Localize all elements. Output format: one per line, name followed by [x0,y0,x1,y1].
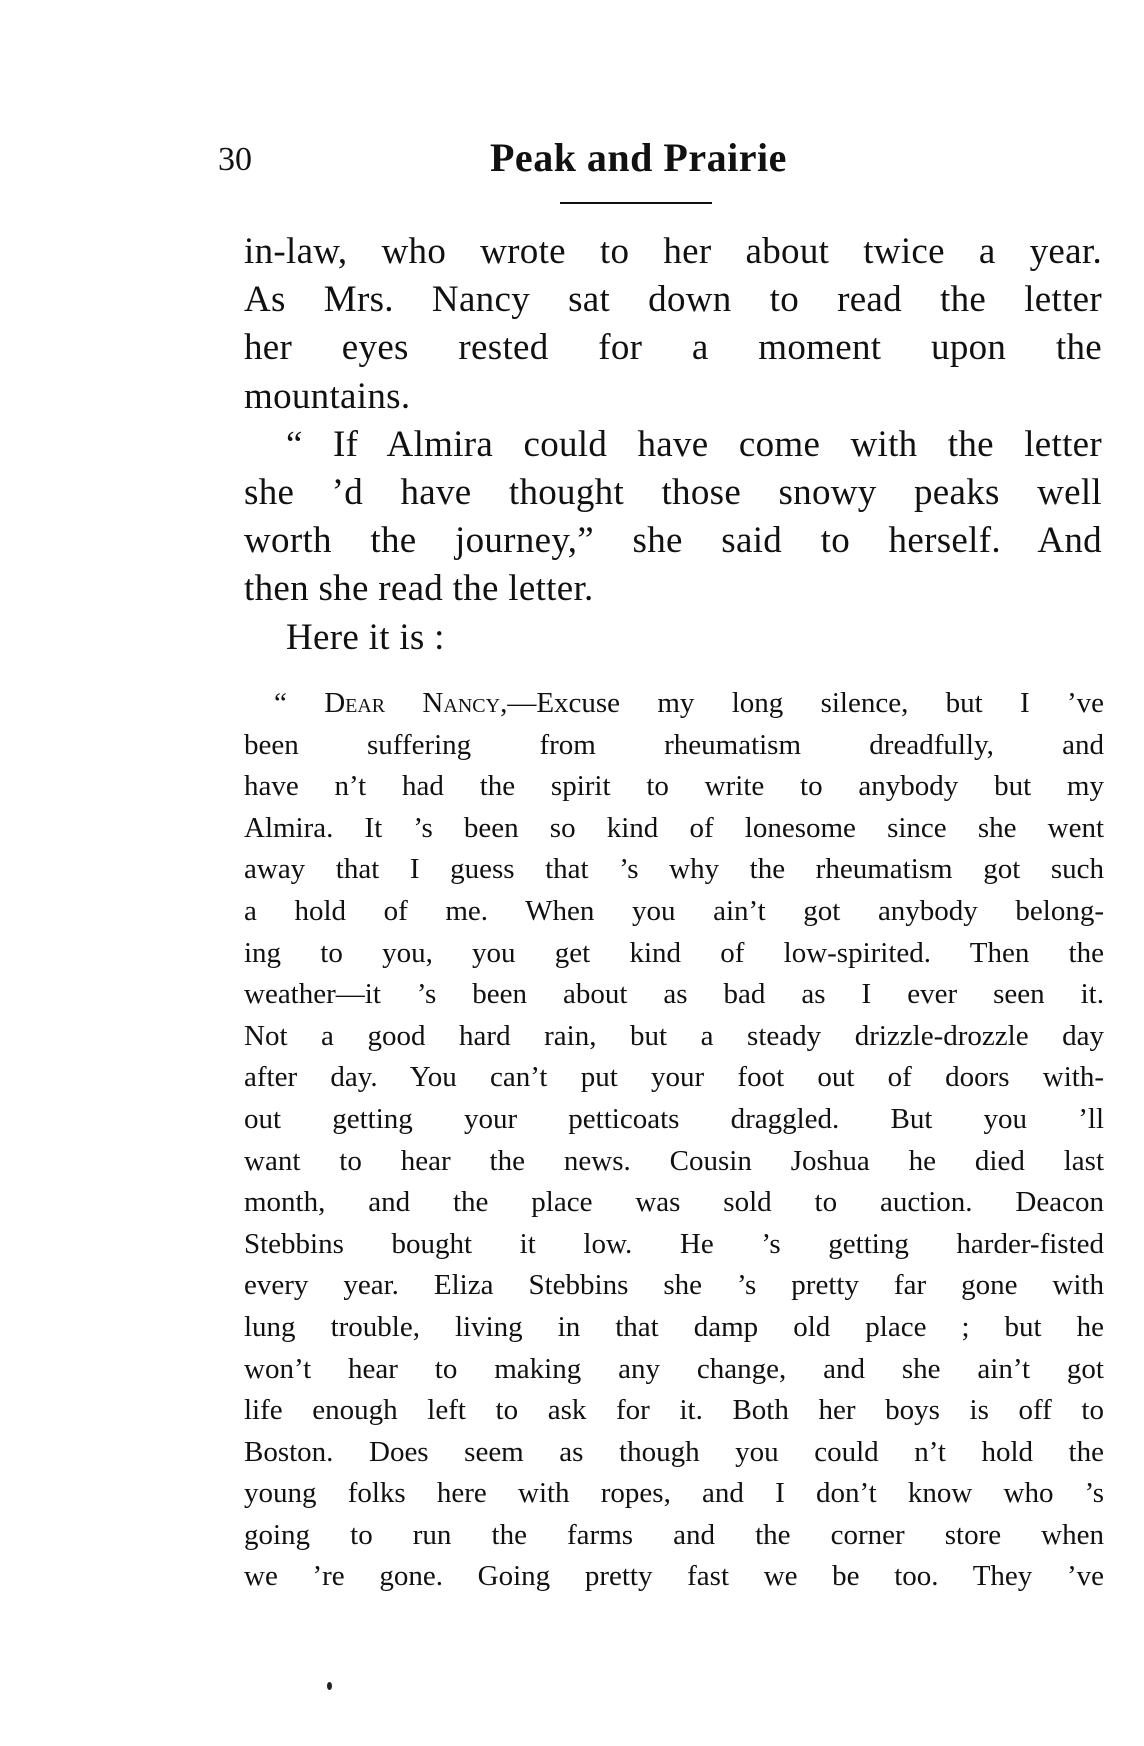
narrative-line: As Mrs. Nancy sat down to read the letter [244,279,1102,321]
letter-line: month, and the place was sold to auction. Deacon [244,1186,1104,1219]
narrative-line: worth the journey,” she said to herself. And [244,520,1102,562]
narrative-line: Here it is : [286,616,445,658]
narrative-line: mountains. [244,375,411,417]
letter-line: Not a good hard rain, but a steady drizzle-drozzle day [244,1019,1104,1052]
quoted-letter [244,683,1104,1598]
letter-line: Almira. It ’s been so kind of lonesome since she went [244,811,1104,844]
letter-line: a hold of me. When you ain’t got anybody belong- [244,894,1104,927]
letter-first-line [244,683,1104,725]
letter-first-line-text: ,—Excuse my long silence, but I ’ve [500,687,1105,719]
letter-opening-quote: “ [274,687,325,719]
narrative-line: in-law, who wrote to her about twice a year. [244,231,1102,272]
header-rule [560,202,712,204]
letter-line: weather—it ’s been about as bad as I ever seen it. [244,978,1104,1011]
letter-salutation: Dear Nancy [324,687,501,719]
letter-line: we ’re gone. Going pretty fast we be too. They ’ve [244,1560,1104,1593]
letter-line: away that I guess that ’s why the rheumatism got such [244,853,1104,886]
letter-line: young folks here with ropes, and I don’t know who ’s [244,1477,1104,1510]
narrative-line: “ If Almira could have come with the letter [286,423,1102,465]
letter-line: life enough left to ask for it. Both her boys is off to [244,1394,1104,1427]
narrative-line: her eyes rested for a moment upon the [244,327,1102,369]
letter-line: lung trouble, living in that damp old place ; but he [244,1310,1104,1343]
ink-speck [327,1682,332,1690]
letter-line: want to hear the news. Cousin Joshua he died last [244,1144,1104,1177]
letter-line: won’t hear to making any change, and she ain’t got [244,1352,1104,1385]
page-number: 30 [218,141,252,178]
letter-line: ing to you, you get kind of low-spirited. Then the [244,936,1104,969]
running-title: Peak and Prairie [490,135,787,180]
letter-line: Boston. Does seem as though you could n’t hold the [244,1435,1104,1468]
letter-line: been suffering from rheumatism dreadfully, and [244,728,1104,761]
letter-line: have n’t had the spirit to write to anybody but my [244,770,1104,803]
letter-line: Stebbins bought it low. He ’s getting harder-fisted [244,1227,1104,1260]
letter-line: after day. You can’t put your foot out of doors with- [244,1061,1104,1094]
narrative-line: then she read the letter. [244,568,594,610]
narrative-paragraphs [244,228,1102,662]
letter-line: going to run the farms and the corner store when [244,1518,1104,1551]
narrative-line: she ’d have thought those snowy peaks well [244,472,1102,514]
letter-line: out getting your petticoats draggled. But you ’ll [244,1102,1104,1135]
letter-line: every year. Eliza Stebbins she ’s pretty far gone with [244,1269,1104,1302]
